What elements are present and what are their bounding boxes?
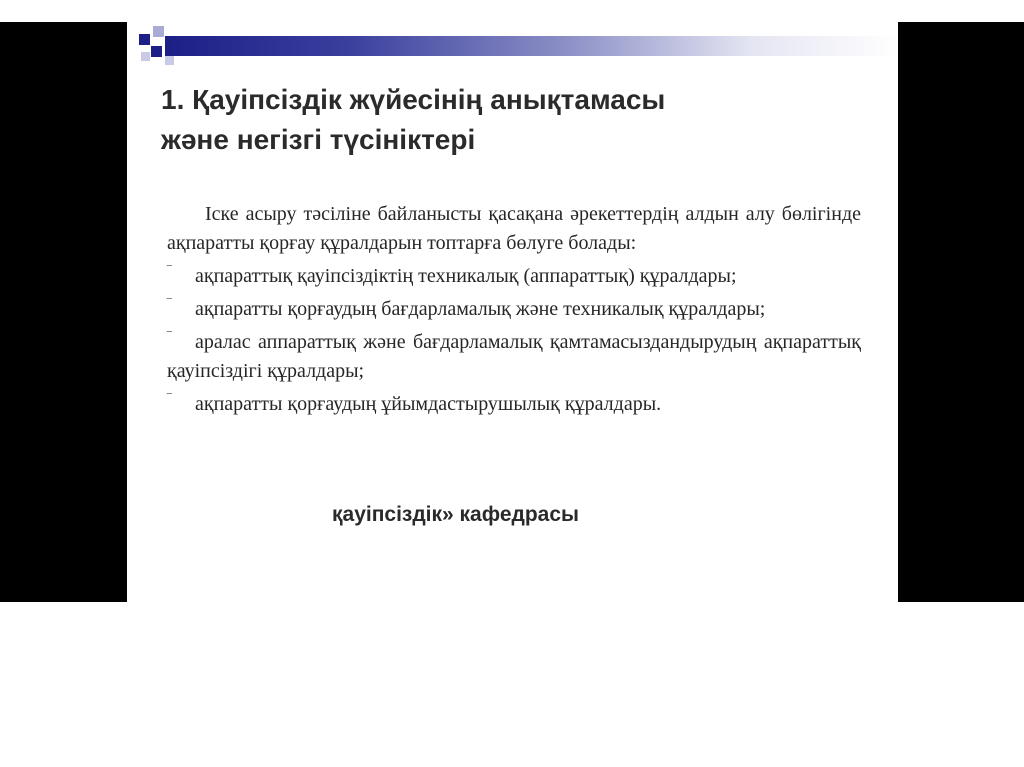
intro-paragraph: Іске асыру тәсіліне байланысты қасақана әрекеттердің алдын алу бөлігінде ақпаратты қорғау құралдарын топтарға бөлуге болады: — [167, 203, 861, 254]
dash-marker: ‾ — [167, 265, 172, 280]
list-item — [167, 324, 861, 386]
slide — [127, 22, 898, 602]
list-item — [167, 386, 861, 419]
decor-square — [151, 46, 162, 57]
bullet-list — [167, 258, 861, 419]
slide-title-line: 1. Қауіпсіздік жүйесінің анықтамасы — [161, 84, 666, 115]
header-gradient-bar — [165, 36, 898, 56]
dash-marker: ‾ — [167, 298, 172, 313]
decor-square — [165, 56, 174, 65]
list-item — [167, 258, 861, 291]
decor-square — [153, 26, 164, 37]
decor-square — [139, 34, 150, 45]
list-item — [167, 291, 861, 324]
dash-marker: ‾ — [167, 331, 172, 346]
list-item-text: ақпаратты қорғаудың бағдарламалық және техникалық құралдары; — [195, 298, 766, 320]
list-item-text: аралас аппараттық және бағдарламалық қамтамасыздандырудың ақпараттық қауіпсіздігі құралдары; — [167, 331, 861, 382]
slide-title-line: және негізгі түсініктері — [161, 124, 476, 155]
decor-square — [141, 52, 150, 61]
department-caption: қауіпсіздік» кафедрасы — [332, 503, 579, 526]
slide-title — [161, 80, 861, 160]
list-item-text: ақпаратты қорғаудың ұйымдастырушылық құралдары. — [195, 393, 662, 415]
dash-marker: ‾ — [167, 393, 172, 408]
list-item-text: ақпараттық қауіпсіздіктің техникалық (аппараттық) құралдары; — [195, 265, 737, 287]
slide-body — [167, 200, 861, 419]
